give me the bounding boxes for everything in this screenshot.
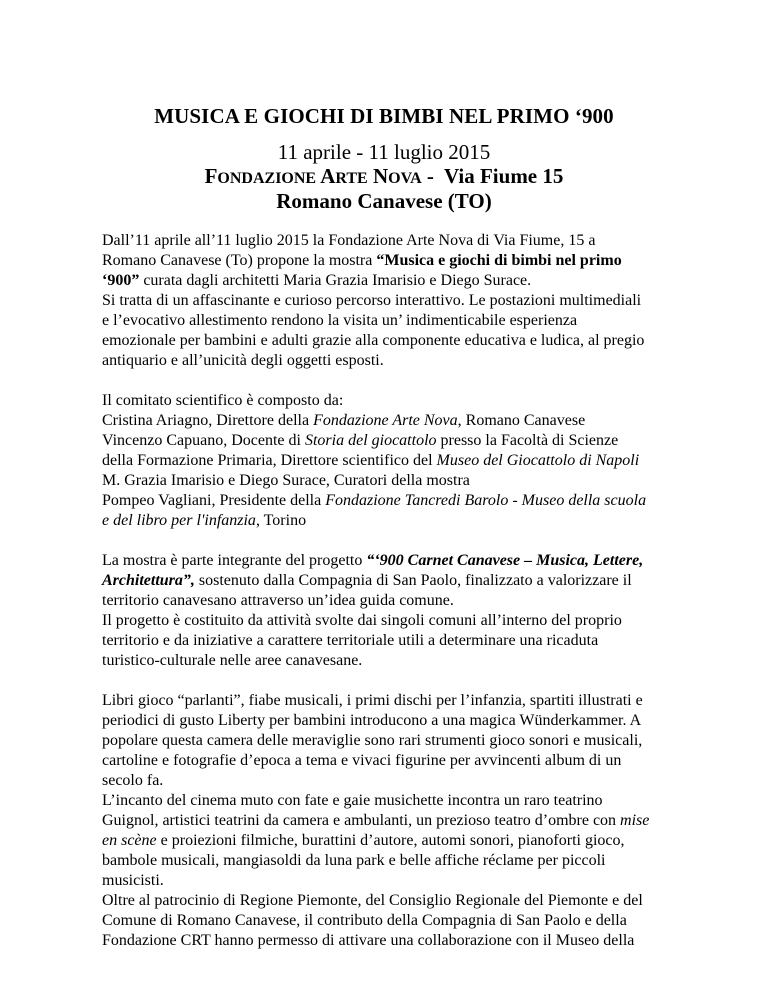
bold-italic-span: Architettura”, <box>102 572 195 589</box>
text-line: popolare questa camera delle meraviglie sono rari strumenti gioco sonori e musicali, <box>102 732 643 749</box>
text-span: Vincenzo Capuano, Docente di <box>102 432 305 449</box>
text-line: secolo fa. <box>102 772 164 789</box>
text-line: musicisti. <box>102 872 164 889</box>
text-line: periodici di gusto Liberty per bambini introducono a una magica Wünderkammer. A <box>102 712 642 729</box>
text-line: Il comitato scientifico è composto da: <box>102 392 344 409</box>
italic-span: mise <box>620 812 650 829</box>
italic-span: e del libro per l'infanzia <box>102 512 256 529</box>
text-span: Guignol, artistici teatrini da camera e ambulanti, un prezioso teatro d’ombre con <box>102 812 621 829</box>
text-span: curata dagli architetti Maria Grazia Imarisio e Diego Surace. <box>139 272 532 289</box>
text-line: e l’evocativo allestimento rendono la visita un’ indimenticabile esperienza <box>102 312 578 329</box>
text-span: , Romano Canavese <box>457 412 586 429</box>
text-line <box>102 811 702 831</box>
document-title: MUSICA E GIOCHI DI BIMBI NEL PRIMO ‘900 <box>154 104 614 128</box>
text-line <box>102 571 702 591</box>
paragraph-project <box>102 551 702 671</box>
text-span: Cristina Ariagno, Direttore della <box>102 412 314 429</box>
text-line <box>102 411 702 431</box>
text-line <box>102 551 702 571</box>
text-line <box>102 511 702 531</box>
bold-italic-span: “‘900 Carnet Canavese – Musica, Lettere, <box>366 552 644 569</box>
text-line: Libri gioco “parlanti”, fiabe musicali, i primi dischi per l’infanzia, spartiti illustrati e <box>102 692 643 709</box>
venue-address: - Via Fiume 15 <box>421 164 564 188</box>
text-span: della Formazione Primaria, Direttore scientifico del <box>102 452 437 469</box>
venue-word-2-rest: RTE <box>335 170 368 187</box>
italic-span: en scène <box>102 832 157 849</box>
text-span: , Torino <box>255 512 307 529</box>
venue-word-2-initial: A <box>320 164 336 188</box>
text-line: Dall’11 aprile all’11 luglio 2015 la Fondazione Arte Nova di Via Fiume, 15 a <box>102 232 596 249</box>
text-line: Comune di Romano Canavese, il contributo della Compagnia di San Paolo e della <box>102 912 627 929</box>
venue-word-1-initial: F <box>204 164 218 188</box>
venue-word-3-rest: OVA <box>388 170 422 187</box>
text-line <box>102 491 702 511</box>
venue-line <box>0 164 768 189</box>
exhibition-dates: 11 aprile - 11 luglio 2015 <box>277 140 491 164</box>
paragraph-committee <box>102 391 702 531</box>
text-span: Pompeo Vagliani, Presidente della <box>102 492 326 509</box>
text-line: M. Grazia Imarisio e Diego Surace, Curatori della mostra <box>102 472 470 489</box>
text-line: Fondazione CRT hanno permesso di attivare una collaborazione con il Museo della <box>102 932 635 949</box>
paragraph-description <box>102 691 702 951</box>
text-line <box>102 271 702 291</box>
italic-span: Fondazione Arte Nova <box>313 412 458 429</box>
bold-span: ‘900” <box>102 272 140 289</box>
text-span: presso la Facoltà di Scienze <box>436 432 619 449</box>
text-line: Oltre al patrocinio di Regione Piemonte, del Consiglio Regionale del Piemonte e del <box>102 892 643 909</box>
italic-span: Storia del giocattolo <box>304 432 437 449</box>
text-line: territorio e da iniziative a carattere territoriale utili a determinare una ricaduta <box>102 632 599 649</box>
venue-word-1-rest: ONDAZIONE <box>217 170 317 187</box>
text-line: turistico-culturale nelle aree canavesane. <box>102 652 363 669</box>
document-body <box>102 231 702 971</box>
venue-word-3-initial: N <box>372 164 389 188</box>
text-line <box>102 251 702 271</box>
text-line: territorio canavesano attraverso un’idea guida comune. <box>102 592 454 609</box>
text-span: La mostra è parte integrante del progetto <box>102 552 367 569</box>
italic-span: Fondazione Tancredi Barolo - Museo della scuola <box>325 492 647 509</box>
text-span: sostenuto dalla Compagnia di San Paolo, finalizzato a valorizzare il <box>194 572 632 589</box>
text-span: Romano Canavese (To) propone la mostra <box>102 252 377 269</box>
text-line <box>102 831 702 851</box>
venue-place: Romano Canavese (TO) <box>276 189 492 213</box>
text-line <box>102 451 702 471</box>
text-line: Si tratta di un affascinante e curioso percorso interattivo. Le postazioni multimediali <box>102 292 642 309</box>
text-line: bambole musicali, mangiasoldi da luna park e belle affiche réclame per piccoli <box>102 852 606 869</box>
text-line: antiquario e all’unicità degli oggetti esposti. <box>102 352 384 369</box>
italic-span: Museo del Giocattolo di Napoli <box>436 452 640 469</box>
text-line: Il progetto è costituito da attività svolte dai singoli comuni all’interno del proprio <box>102 612 622 629</box>
text-line: emozionale per bambini e adulti grazie alla componente educativa e ludica, al pregio <box>102 332 645 349</box>
text-line: L’incanto del cinema muto con fate e gaie musichette incontra un raro teatrino <box>102 792 603 809</box>
text-span: e proiezioni filmiche, burattini d’autore, automi sonori, pianoforti gioco, <box>156 832 625 849</box>
text-line <box>102 431 702 451</box>
bold-span: “Musica e giochi di bimbi nel primo <box>376 252 622 269</box>
paragraph-intro <box>102 231 702 371</box>
text-line: cartoline e fotografie d’epoca a tema e vivaci figurine per avvincenti album di un <box>102 752 622 769</box>
